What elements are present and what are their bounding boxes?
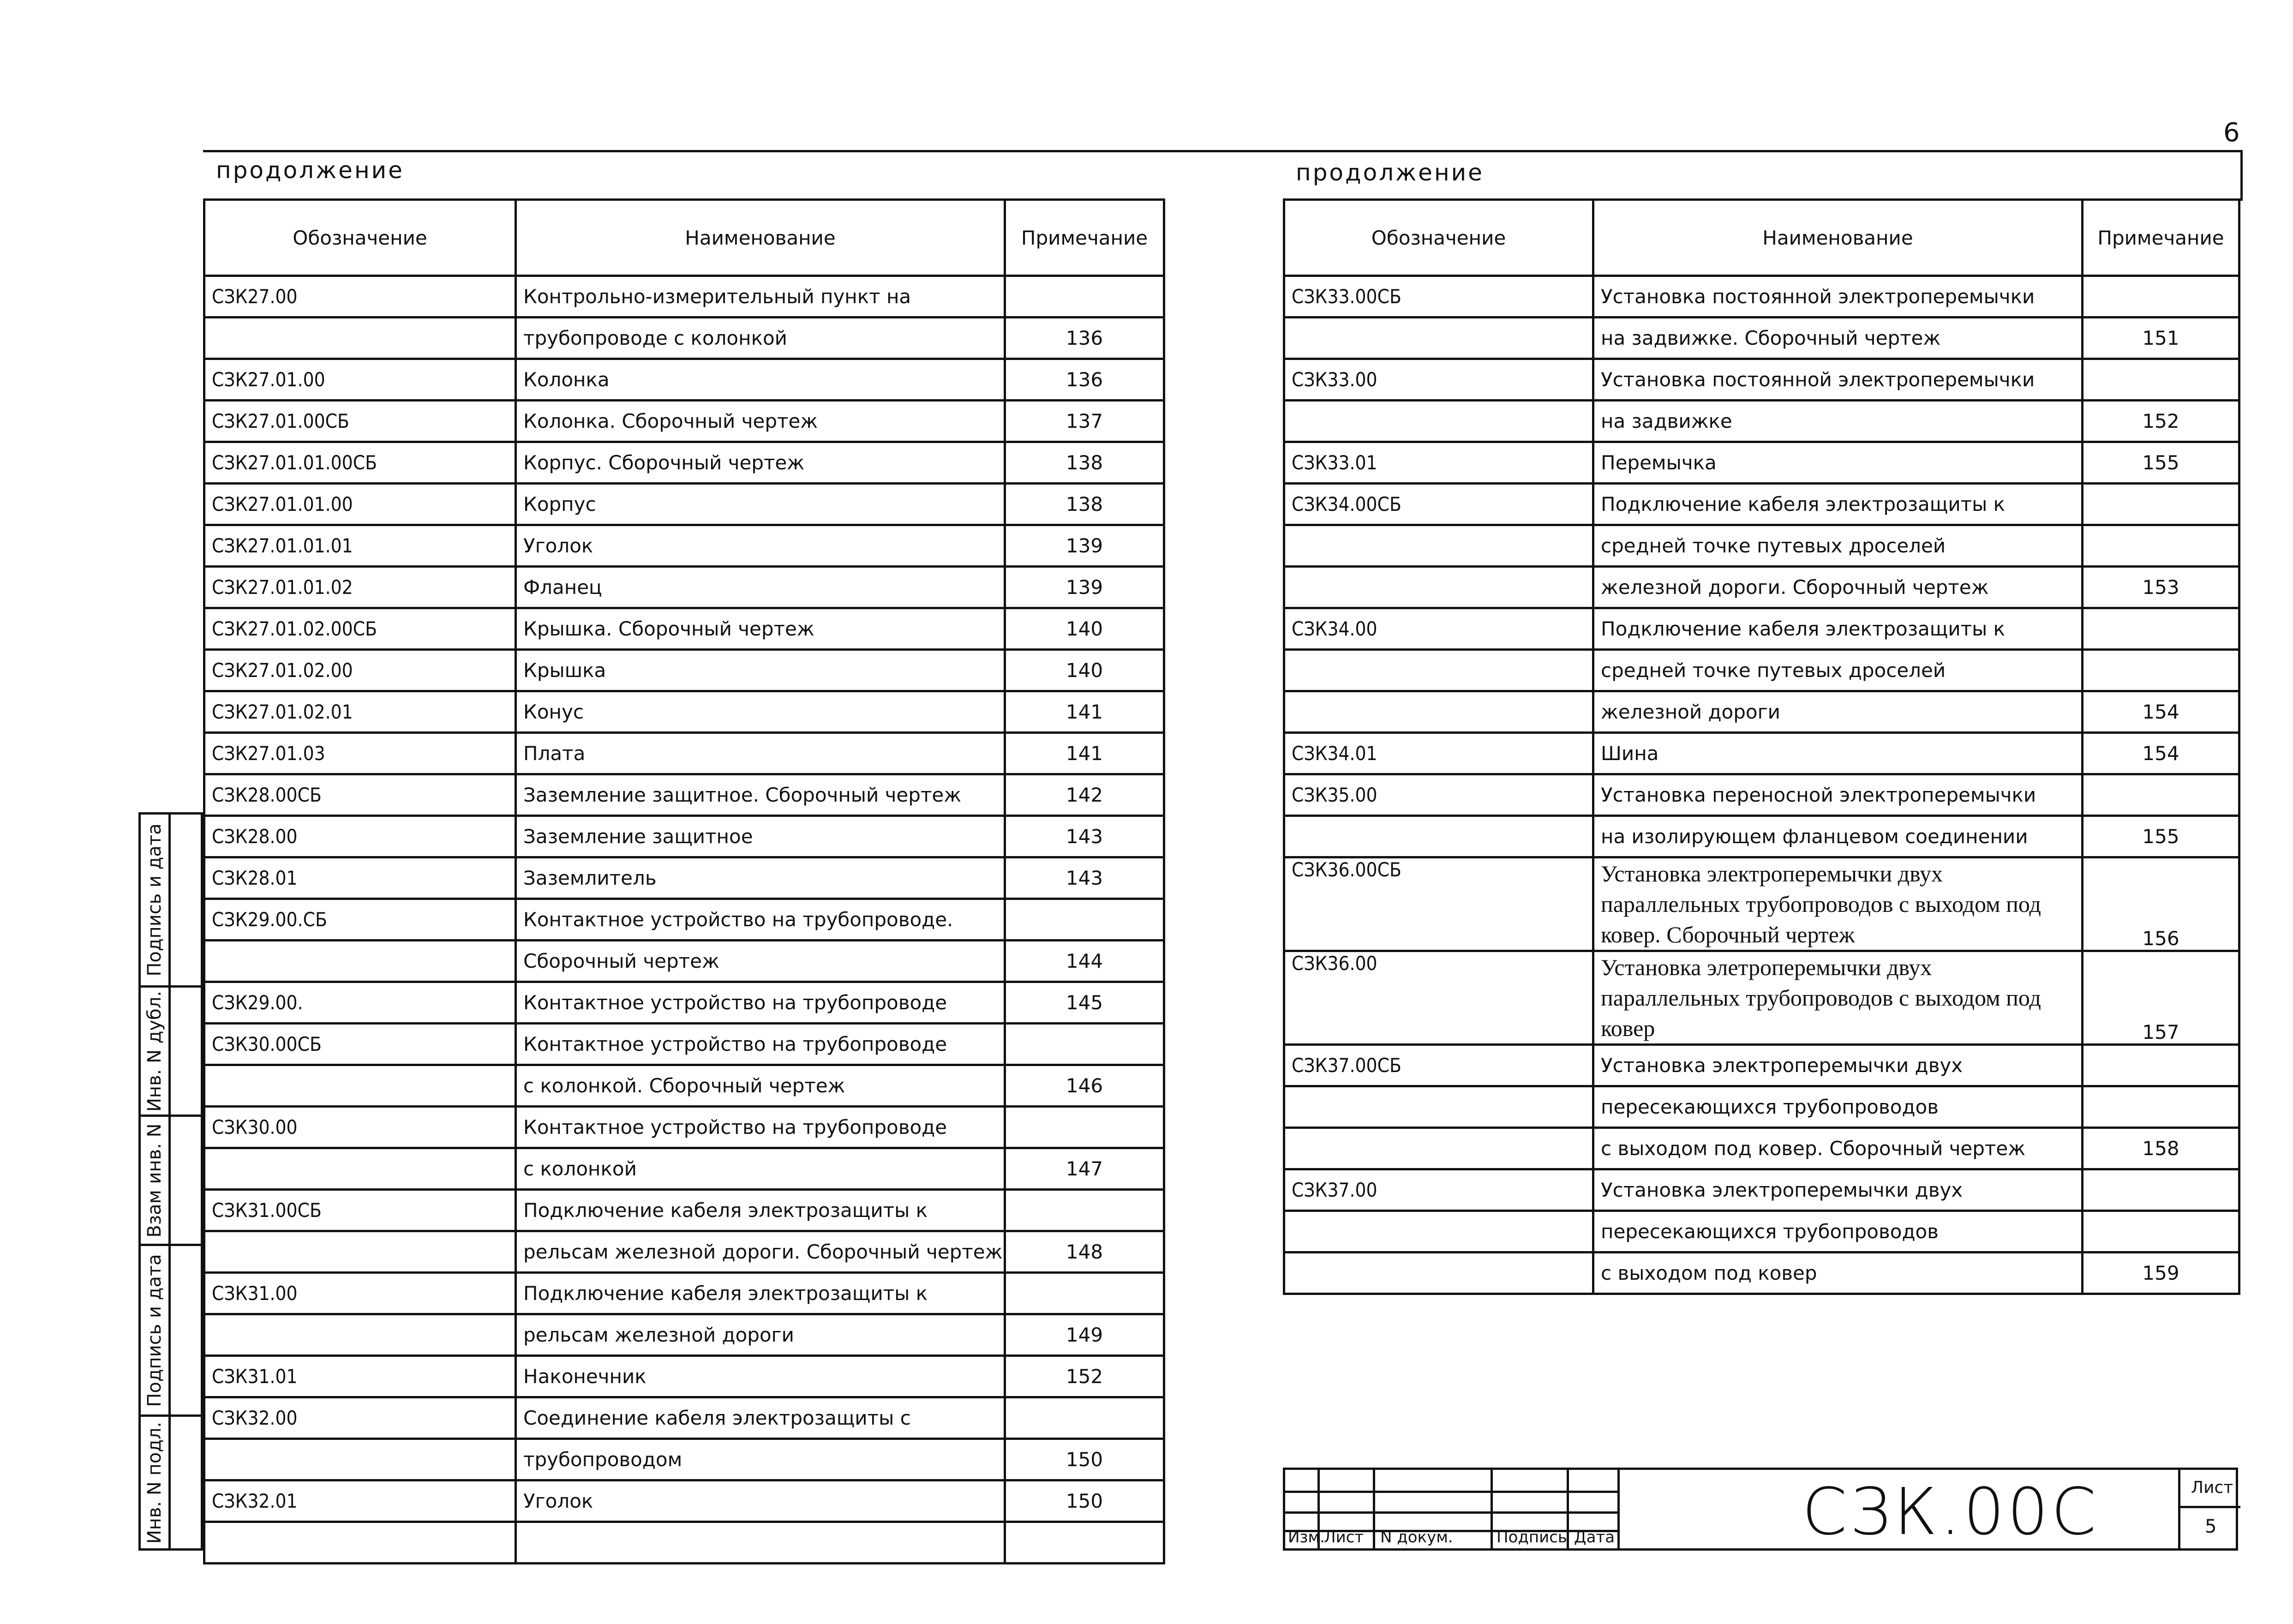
table-row — [204, 608, 1164, 650]
name-cell: Контактное устройство на трубопроводе — [516, 982, 1005, 1024]
table-row — [1284, 359, 2239, 401]
note-cell: 141 — [1005, 733, 1164, 774]
table-row — [204, 442, 1164, 484]
table-row — [204, 1522, 1164, 1564]
name-cell: Установка элетроперемычки двух параллельных трубопроводов с выходом под ковер — [1593, 951, 2083, 1045]
designation-cell: СЗК32.00 — [204, 1397, 516, 1439]
designation-cell — [204, 1065, 516, 1107]
name-cell: с выходом под ковер. Сборочный чертеж — [1593, 1128, 2083, 1169]
name-cell: рельсам железной дороги. Сборочный чертеж — [516, 1231, 1005, 1273]
table-row — [1284, 733, 2239, 774]
table-row — [204, 1356, 1164, 1397]
table-row — [1284, 857, 2239, 951]
table-row — [1284, 567, 2239, 608]
note-cell — [2083, 359, 2239, 401]
table-row — [204, 1273, 1164, 1314]
note-cell: 140 — [1005, 608, 1164, 650]
designation-cell: СЗК27.01.02.01 — [204, 691, 516, 733]
name-cell: средней точке путевых дроселей — [1593, 525, 2083, 567]
table-row — [204, 1314, 1164, 1356]
table-row — [1284, 1045, 2239, 1086]
note-cell: 136 — [1005, 318, 1164, 359]
note-cell: 138 — [1005, 484, 1164, 525]
table-row — [204, 1397, 1164, 1439]
designation-cell: СЗК27.01.01.01 — [204, 525, 516, 567]
note-cell — [1005, 1107, 1164, 1148]
designation-cell: СЗК28.00СБ — [204, 774, 516, 816]
name-cell: Корпус. Сборочный чертеж — [516, 442, 1005, 484]
name-cell: Заземление защитное. Сборочный чертеж — [516, 774, 1005, 816]
designation-cell — [1284, 1128, 1593, 1169]
column-header-designation: Обозначение — [204, 200, 516, 276]
note-cell: 142 — [1005, 774, 1164, 816]
designation-cell: СЗК33.00СБ — [1284, 276, 1593, 318]
designation-cell: СЗК33.01 — [1284, 442, 1593, 484]
note-cell: 148 — [1005, 1231, 1164, 1273]
table-row — [204, 318, 1164, 359]
name-cell: Подключение кабеля электрозащиты к — [516, 1273, 1005, 1314]
designation-cell: СЗК27.01.01.00СБ — [204, 442, 516, 484]
note-cell: 152 — [1005, 1356, 1164, 1397]
note-cell: 150 — [1005, 1480, 1164, 1522]
designation-cell: СЗК33.00 — [1284, 359, 1593, 401]
note-cell — [2083, 774, 2239, 816]
name-cell: Установка электроперемычки двух — [1593, 1045, 2083, 1086]
name-cell: на задвижке. Сборочный чертеж — [1593, 318, 2083, 359]
table-row — [204, 1024, 1164, 1065]
table-row — [1284, 318, 2239, 359]
table-row — [1284, 484, 2239, 525]
name-cell: железной дороги. Сборочный чертеж — [1593, 567, 2083, 608]
designation-cell — [1284, 401, 1593, 442]
designation-cell — [204, 1522, 516, 1564]
designation-cell: СЗК28.00 — [204, 816, 516, 857]
designation-cell: СЗК30.00 — [204, 1107, 516, 1148]
note-cell — [1005, 1273, 1164, 1314]
side-label-signature-date: Подпись и дата — [144, 1253, 165, 1407]
note-cell: 154 — [2083, 691, 2239, 733]
name-cell: Крышка — [516, 650, 1005, 691]
table-row — [1284, 774, 2239, 816]
column-header-name: Наименование — [516, 200, 1005, 276]
table-row — [204, 982, 1164, 1024]
table-row — [204, 899, 1164, 941]
name-cell: Установка переносной электроперемычки — [1593, 774, 2083, 816]
table-row — [1284, 1128, 2239, 1169]
name-cell: Контрольно-измерительный пункт на — [516, 276, 1005, 318]
table-row — [1284, 1169, 2239, 1211]
name-cell: на изолирующем фланцевом соединении — [1593, 816, 2083, 857]
name-cell: на задвижке — [1593, 401, 2083, 442]
frame-top-line — [203, 150, 2243, 152]
designation-cell: СЗК27.01.03 — [204, 733, 516, 774]
table-row — [1284, 442, 2239, 484]
name-cell: Уголок — [516, 1480, 1005, 1522]
designation-cell: СЗК36.00СБ — [1284, 857, 1593, 951]
designation-cell — [1284, 1086, 1593, 1128]
note-cell — [2083, 608, 2239, 650]
note-cell: 144 — [1005, 941, 1164, 982]
name-cell: Уголок — [516, 525, 1005, 567]
right-spec-table — [1283, 198, 2240, 1295]
name-cell: с колонкой — [516, 1148, 1005, 1190]
sheet-label: Лист — [2191, 1478, 2233, 1497]
name-cell: Контактное устройство на трубопроводе. — [516, 899, 1005, 941]
side-label-dup-inv: Инв. N дубл. — [144, 990, 165, 1112]
table-row — [1284, 276, 2239, 318]
name-cell: Контактное устройство на трубопроводе — [516, 1024, 1005, 1065]
designation-cell — [204, 1439, 516, 1480]
table-row — [1284, 650, 2239, 691]
designation-cell: СЗК27.01.01.02 — [204, 567, 516, 608]
table-row — [204, 816, 1164, 857]
name-cell: трубопроводом — [516, 1439, 1005, 1480]
designation-cell: СЗК31.00СБ — [204, 1190, 516, 1231]
designation-cell: СЗК31.00 — [204, 1273, 516, 1314]
designation-cell — [204, 941, 516, 982]
note-cell: 152 — [2083, 401, 2239, 442]
designation-cell — [1284, 1211, 1593, 1252]
title-label-change: Изм. — [1288, 1528, 1325, 1546]
title-label-signature: Подпись — [1497, 1528, 1567, 1546]
name-cell: Подключение кабеля электрозащиты к — [1593, 484, 2083, 525]
note-cell: 155 — [2083, 442, 2239, 484]
left-heading: продолжение — [216, 157, 404, 184]
name-cell: пересекающихся трубопроводов — [1593, 1086, 2083, 1128]
note-cell — [1005, 899, 1164, 941]
table-row — [1284, 1252, 2239, 1294]
name-cell: Крышка. Сборочный чертеж — [516, 608, 1005, 650]
designation-cell — [1284, 650, 1593, 691]
side-label-signature-date-top: Подпись и дата — [144, 823, 165, 977]
frame-right-line — [2240, 150, 2243, 201]
note-cell — [2083, 484, 2239, 525]
designation-cell — [1284, 1252, 1593, 1294]
name-cell: Заземлитель — [516, 857, 1005, 899]
table-row — [1284, 608, 2239, 650]
note-cell — [2083, 1211, 2239, 1252]
table-row — [204, 733, 1164, 774]
table-row — [204, 1148, 1164, 1190]
table-row — [1284, 1211, 2239, 1252]
note-cell: 153 — [2083, 567, 2239, 608]
note-cell — [2083, 1045, 2239, 1086]
column-header-designation: Обозначение — [1284, 200, 1593, 276]
note-cell: 139 — [1005, 525, 1164, 567]
name-cell: Шина — [1593, 733, 2083, 774]
note-cell: 146 — [1005, 1065, 1164, 1107]
name-cell: железной дороги — [1593, 691, 2083, 733]
table-row — [204, 1065, 1164, 1107]
designation-cell: СЗК27.01.01.00 — [204, 484, 516, 525]
designation-cell: СЗК29.00. — [204, 982, 516, 1024]
name-cell — [516, 1522, 1005, 1564]
table-row — [1284, 816, 2239, 857]
column-header-name: Наименование — [1593, 200, 2083, 276]
note-cell: 157 — [2083, 951, 2239, 1045]
left-spec-table — [203, 198, 1165, 1564]
note-cell: 156 — [2083, 857, 2239, 951]
note-cell — [1005, 276, 1164, 318]
table-row — [1284, 525, 2239, 567]
table-row — [204, 1107, 1164, 1148]
note-cell — [2083, 1086, 2239, 1128]
note-cell: 145 — [1005, 982, 1164, 1024]
designation-cell — [204, 1231, 516, 1273]
name-cell: Колонка. Сборочный чертеж — [516, 401, 1005, 442]
note-cell: 137 — [1005, 401, 1164, 442]
designation-cell: СЗК34.00 — [1284, 608, 1593, 650]
designation-cell — [1284, 525, 1593, 567]
note-cell: 141 — [1005, 691, 1164, 733]
title-label-date: Дата — [1574, 1528, 1615, 1546]
name-cell: Колонка — [516, 359, 1005, 401]
note-cell: 143 — [1005, 857, 1164, 899]
note-cell: 138 — [1005, 442, 1164, 484]
table-row — [204, 650, 1164, 691]
note-cell — [2083, 525, 2239, 567]
designation-cell: СЗК36.00 — [1284, 951, 1593, 1045]
table-row — [204, 1480, 1164, 1522]
page-number: 6 — [2223, 118, 2240, 148]
table-row — [1284, 691, 2239, 733]
designation-cell: СЗК34.00СБ — [1284, 484, 1593, 525]
table-row — [204, 1231, 1164, 1273]
designation-cell: СЗК37.00 — [1284, 1169, 1593, 1211]
name-cell: Наконечник — [516, 1356, 1005, 1397]
note-cell: 139 — [1005, 567, 1164, 608]
name-cell: Плата — [516, 733, 1005, 774]
note-cell: 140 — [1005, 650, 1164, 691]
note-cell: 154 — [2083, 733, 2239, 774]
title-block — [1283, 1468, 2238, 1551]
note-cell: 136 — [1005, 359, 1164, 401]
name-cell: средней точке путевых дроселей — [1593, 650, 2083, 691]
name-cell: Контактное устройство на трубопроводе — [516, 1107, 1005, 1148]
designation-cell — [1284, 318, 1593, 359]
table-row — [1284, 1086, 2239, 1128]
name-cell: Конус — [516, 691, 1005, 733]
designation-cell: СЗК27.01.02.00 — [204, 650, 516, 691]
note-cell: 147 — [1005, 1148, 1164, 1190]
name-cell: Установка постоянной электроперемычки — [1593, 359, 2083, 401]
name-cell: пересекающихся трубопроводов — [1593, 1211, 2083, 1252]
table-row — [204, 941, 1164, 982]
name-cell: рельсам железной дороги — [516, 1314, 1005, 1356]
table-row — [204, 1190, 1164, 1231]
note-cell: 159 — [2083, 1252, 2239, 1294]
side-approval-strip — [138, 812, 171, 1551]
name-cell: Заземление защитное — [516, 816, 1005, 857]
side-label-orig-inv: Инв. N подл. — [144, 1421, 165, 1544]
sheet-number: 5 — [2205, 1516, 2217, 1537]
table-row — [1284, 401, 2239, 442]
note-cell — [1005, 1190, 1164, 1231]
name-cell: Фланец — [516, 567, 1005, 608]
name-cell: трубопроводе с колонкой — [516, 318, 1005, 359]
name-cell: с колонкой. Сборочный чертеж — [516, 1065, 1005, 1107]
title-label-sheet: Лист — [1324, 1528, 1364, 1546]
designation-cell — [1284, 567, 1593, 608]
note-cell — [1005, 1522, 1164, 1564]
table-row — [1284, 951, 2239, 1045]
note-cell — [1005, 1024, 1164, 1065]
name-cell: Установка постоянной электроперемычки — [1593, 276, 2083, 318]
note-cell: 158 — [2083, 1128, 2239, 1169]
designation-cell: СЗК29.00.СБ — [204, 899, 516, 941]
table-row — [204, 857, 1164, 899]
designation-cell — [1284, 691, 1593, 733]
designation-cell — [204, 1314, 516, 1356]
table-row — [204, 359, 1164, 401]
right-heading: продолжение — [1296, 159, 1484, 186]
side-approval-blank-column — [171, 812, 203, 1551]
designation-cell: СЗК27.00 — [204, 276, 516, 318]
table-row — [204, 567, 1164, 608]
note-cell: 143 — [1005, 816, 1164, 857]
table-row — [204, 525, 1164, 567]
note-cell: 155 — [2083, 816, 2239, 857]
note-cell: 149 — [1005, 1314, 1164, 1356]
designation-cell: СЗК37.00СБ — [1284, 1045, 1593, 1086]
designation-cell — [1284, 816, 1593, 857]
designation-cell — [204, 318, 516, 359]
note-cell: 150 — [1005, 1439, 1164, 1480]
column-header-note: Примечание — [2083, 200, 2239, 276]
name-cell: Соединение кабеля электрозащиты с — [516, 1397, 1005, 1439]
name-cell: Подключение кабеля электрозащиты к — [1593, 608, 2083, 650]
name-cell: Подключение кабеля электрозащиты к — [516, 1190, 1005, 1231]
name-cell: Установка электроперемычки двух — [1593, 1169, 2083, 1211]
note-cell — [1005, 1397, 1164, 1439]
table-row — [204, 276, 1164, 318]
table-row — [204, 691, 1164, 733]
note-cell — [2083, 276, 2239, 318]
designation-cell: СЗК35.00 — [1284, 774, 1593, 816]
designation-cell: СЗК30.00СБ — [204, 1024, 516, 1065]
note-cell: 151 — [2083, 318, 2239, 359]
designation-cell: СЗК27.01.00 — [204, 359, 516, 401]
name-cell: Сборочный чертеж — [516, 941, 1005, 982]
designation-cell: СЗК27.01.00СБ — [204, 401, 516, 442]
designation-cell: СЗК28.01 — [204, 857, 516, 899]
designation-cell: СЗК31.01 — [204, 1356, 516, 1397]
table-row — [204, 401, 1164, 442]
designation-cell: СЗК27.01.02.00СБ — [204, 608, 516, 650]
name-cell: Установка электроперемычки двух параллельных трубопроводов с выходом под ковер. Сборочный чертеж — [1593, 857, 2083, 951]
title-label-doc-num: N докум. — [1380, 1528, 1453, 1546]
document-code: СЗК.00С — [1802, 1474, 2099, 1550]
table-row — [204, 774, 1164, 816]
side-label-replace-inv: Взам инв. N — [144, 1123, 165, 1238]
note-cell — [2083, 650, 2239, 691]
column-header-note: Примечание — [1005, 200, 1164, 276]
designation-cell — [204, 1148, 516, 1190]
table-row — [204, 484, 1164, 525]
note-cell — [2083, 1169, 2239, 1211]
designation-cell: СЗК32.01 — [204, 1480, 516, 1522]
name-cell: Перемычка — [1593, 442, 2083, 484]
name-cell: с выходом под ковер — [1593, 1252, 2083, 1294]
table-row — [204, 1439, 1164, 1480]
name-cell: Корпус — [516, 484, 1005, 525]
designation-cell: СЗК34.01 — [1284, 733, 1593, 774]
